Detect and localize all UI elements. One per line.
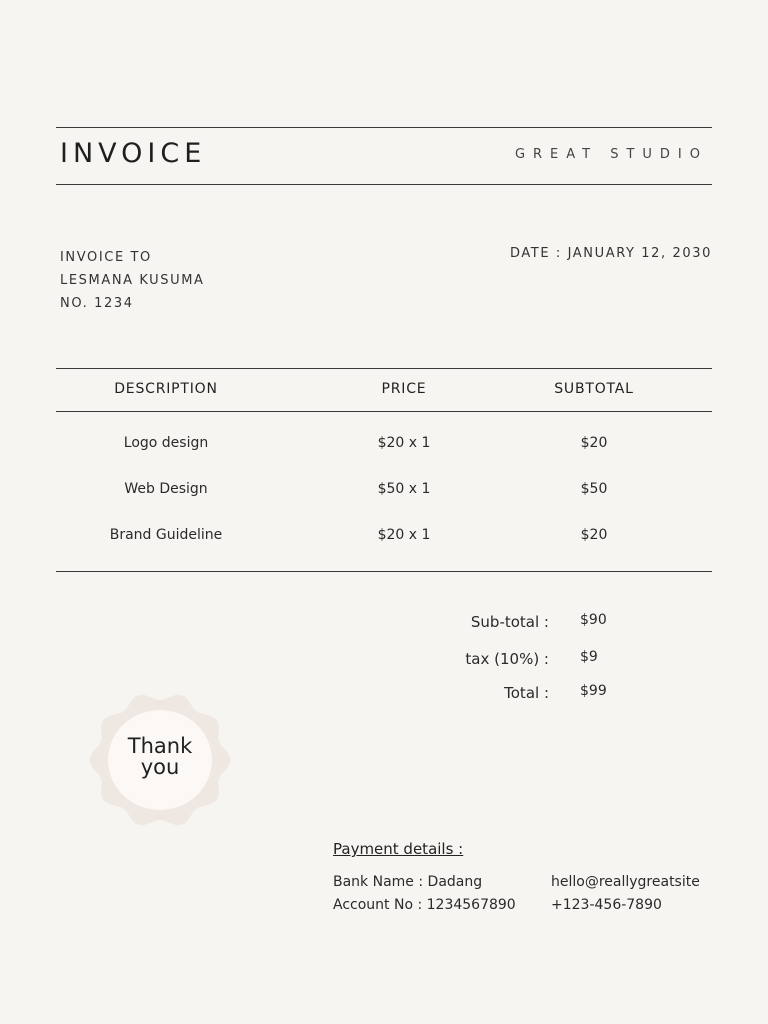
thank-you-badge [88,692,232,828]
column-header-price: PRICE [381,381,427,397]
thank-you-line1: Thank [127,734,193,758]
column-header-subtotal: SUBTOTAL [554,381,634,397]
table-top-rule [56,368,712,369]
item-price: $20 x 1 [377,435,431,451]
thank-you-text [88,736,232,778]
payment-details-title: Payment details : [333,840,464,858]
item-description: Logo design [123,435,209,451]
item-subtotal: $50 [580,481,608,497]
item-price: $50 x 1 [377,481,431,497]
account-number: Account No : 1234567890 [333,897,516,913]
header-top-rule [56,127,712,128]
contact-phone: +123-456-7890 [551,897,662,913]
subtotal-label: Sub-total : [470,613,549,631]
item-price: $20 x 1 [377,527,431,543]
item-subtotal: $20 [580,435,608,451]
bill-to-block [60,246,205,315]
table-bottom-rule [56,571,712,572]
thank-you-line2: you [140,755,180,779]
invoice-date: DATE : JANUARY 12, 2030 [509,246,712,261]
tax-value: $9 [580,649,598,665]
bill-to-label: INVOICE TO [60,250,152,265]
contact-email: hello@reallygreatsite [551,874,700,890]
item-subtotal: $20 [580,527,608,543]
client-name: LESMANA KUSUMA [60,273,205,288]
tax-label: tax (10%) : [465,650,549,668]
invoice-title: INVOICE [60,138,207,169]
table-header-rule [56,411,712,412]
item-description: Brand Guideline [109,527,223,543]
total-value: $99 [580,683,607,699]
column-header-description: DESCRIPTION [114,381,218,397]
item-description: Web Design [124,481,208,497]
total-label: Total : [504,684,549,702]
company-name: GREAT STUDIO [514,147,708,162]
bank-name: Bank Name : Dadang [333,874,483,890]
invoice-number: NO. 1234 [60,296,134,311]
header-bottom-rule [56,184,712,185]
subtotal-value: $90 [580,612,607,628]
